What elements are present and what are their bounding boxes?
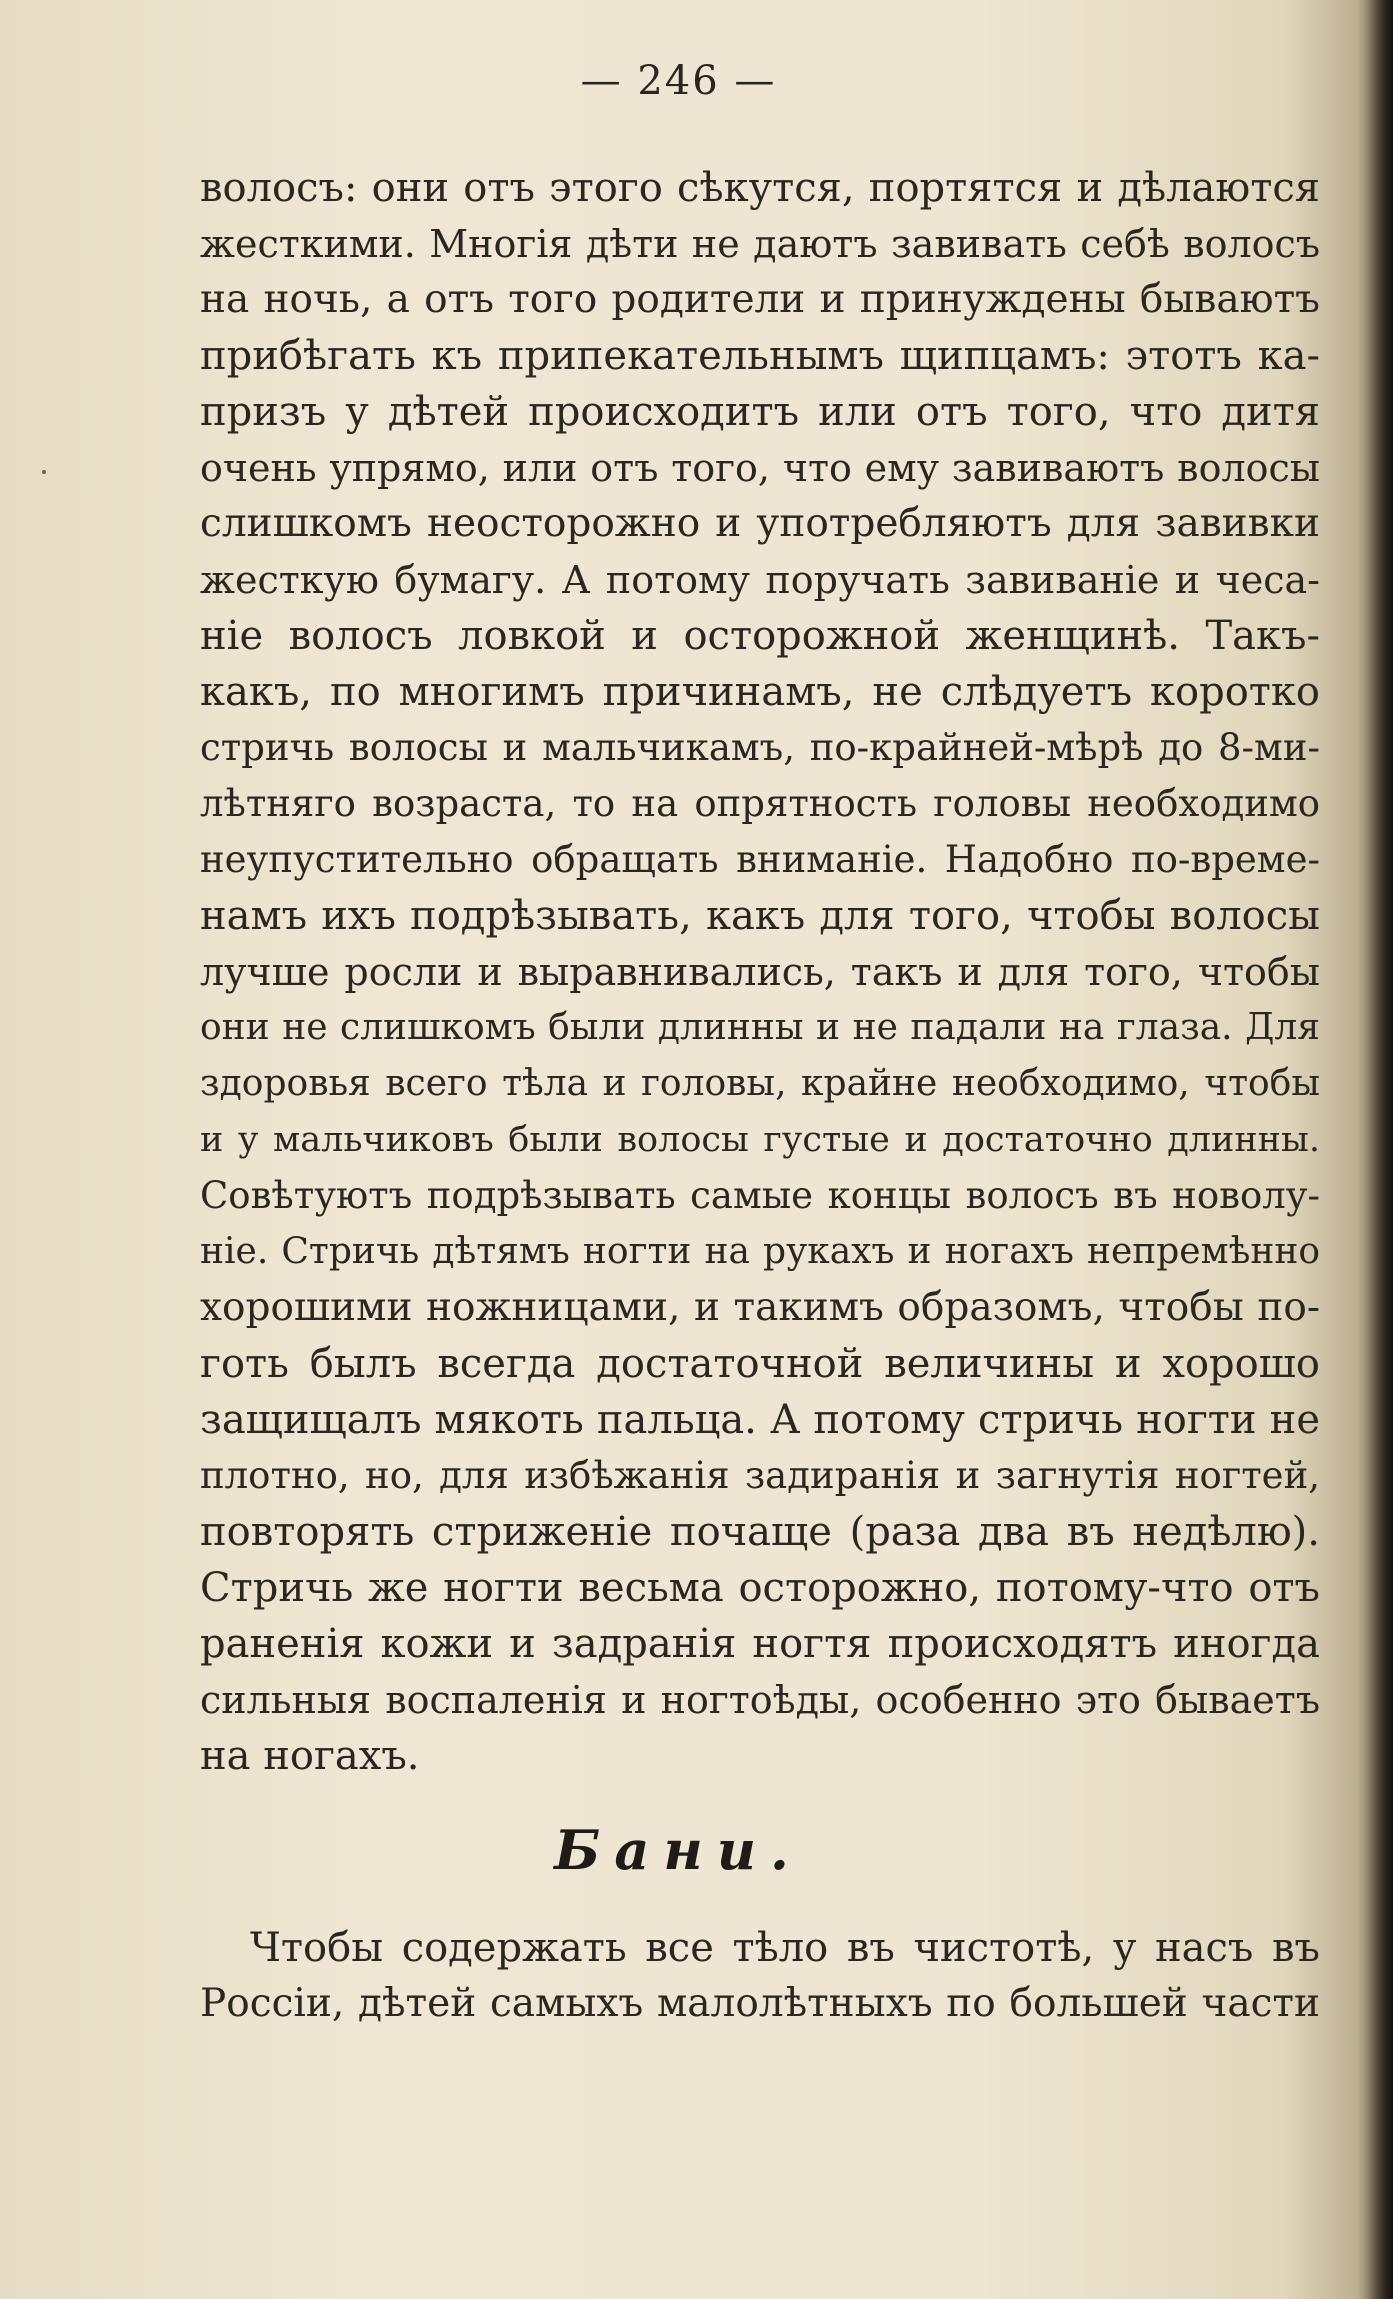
section-heading: Бани. [554,1818,803,1882]
text-line: на ночь, а отъ того родители и принуждены бываютъ [200,277,1320,322]
text-line: волосъ: они отъ этого сѣкутся, портятся и дѣлаются [200,165,1320,211]
text-line: Стричь же ногти весьма осторожно, потому-что отъ [200,1565,1320,1611]
text-line: здоровья всего тѣла и головы, крайне необходимо, чтобы [200,1063,1320,1104]
text-line: Россіи, дѣтей самыхъ малолѣтныхъ по большей части [200,1981,1320,2026]
text-line: жесткими. Многія дѣти не даютъ завивать себѣ волосъ [200,222,1320,266]
text-line: раненія кожи и задранія ногтя происходятъ иногда [200,1621,1320,1667]
text-line: какъ, по многимъ причинамъ, не слѣдуетъ коротко [200,669,1320,715]
text-line: лучше росли и выравнивались, такъ и для того, чтобы [200,950,1320,994]
text-line: слишкомъ неосторожно и употребляютъ для завивки [200,501,1320,546]
paragraph-1 [200,160,1320,1784]
text-line: лѣтняго возраста, то на опрятность головы необходимо [200,782,1320,825]
text-line: повторять стриженіе почаще (раза два въ недѣлю). [200,1509,1320,1555]
text-line: хорошими ножницами, и такимъ образомъ, чтобы по- [200,1285,1320,1330]
text-line: на ногахъ. [200,1733,420,1779]
text-line: прибѣгать къ припекательнымъ щипцамъ: этотъ ка- [200,333,1320,379]
text-line: защищалъ мякоть пальца. А потому стричь ногти не [200,1397,1320,1443]
text-line: готь былъ всегда достаточной величины и хорошо [200,1341,1320,1387]
paper-speck [42,470,46,474]
text-line: Совѣтуютъ подрѣзывать самые концы волосъ въ новолу- [200,1174,1320,1217]
text-line: сильныя воспаленія и ногтоѣды, особенно это бываетъ [200,1678,1320,1722]
text-line: жесткую бумагу. А потому поручать завиваніе и чеса- [200,558,1320,602]
paragraph-2 [200,1920,1320,2032]
text-line: призъ у дѣтей происходитъ или отъ того, что дитя [200,389,1320,435]
text-line: ніе волосъ ловкой и осторожной женщинѣ. Такъ- [200,613,1320,659]
page-number: — 246 — [580,58,777,104]
text-line: очень упрямо, или отъ того, что ему завиваютъ волосы [200,446,1320,490]
text-line: намъ ихъ подрѣзывать, какъ для того, чтобы волосы [200,893,1320,939]
text-line: неупустительно обращать вниманіе. Надобно по-време- [200,838,1320,881]
text-line: они не слишкомъ были длинны и не падали на глаза. Для [200,1007,1320,1048]
text-line: Чтобы содержать все тѣло въ чистотѣ, у насъ въ [250,1925,1320,1971]
text-line: и у мальчиковъ были волосы густые и достаточно длинны. [200,1120,1320,1160]
text-line: ніе. Стричь дѣтямъ ногти на рукахъ и ногахъ непремѣнно [200,1231,1320,1272]
binding-shadow [1357,0,1393,2299]
text-line: плотно, но, для избѣжанія задиранія и загнутія ногтей, [200,1454,1320,1497]
text-line: стричь волосы и мальчикамъ, по-крайней-мѣрѣ до 8-ми- [200,726,1320,769]
